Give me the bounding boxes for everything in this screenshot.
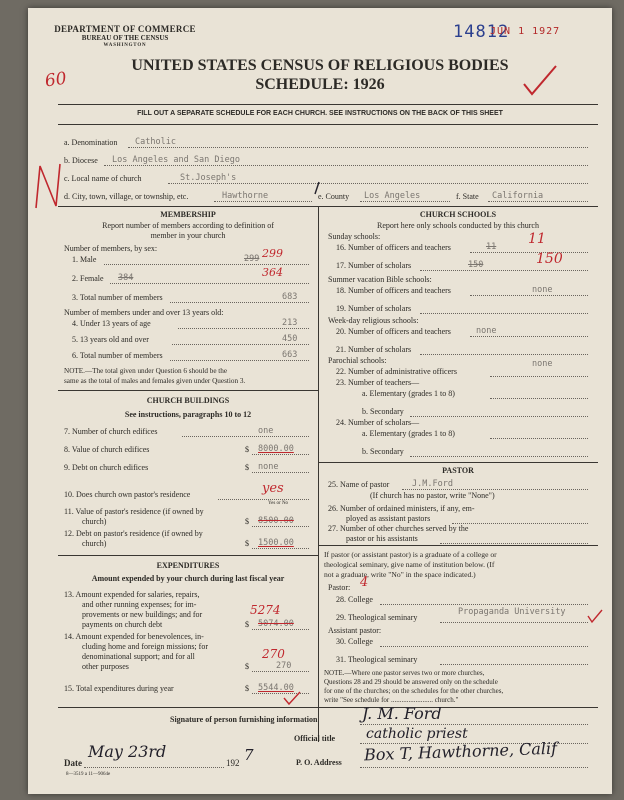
q26-label-2: ployed as assistant pastors [346,514,431,523]
rule [58,124,598,125]
q9-typed: none [258,462,279,472]
tick-mark-icon [312,180,322,196]
q6-line [170,360,309,361]
state-label: f. State [456,192,479,201]
q30-label: 30. College [336,637,373,646]
q14-typed: 270 [276,661,292,671]
q22-line [490,376,588,377]
po-address-label: P. O. Address [296,758,342,767]
q23a-line [490,398,588,399]
denomination-label: a. Denomination [64,138,118,147]
q11-line [252,526,309,527]
graduate-note-2: theological seminary, give name of institution below. (If [324,560,495,569]
q16-label: 16. Number of officers and teachers [336,243,451,252]
parochial-schools-label: Parochial schools: [328,356,387,365]
rule [318,462,598,463]
graduate-note-3: not a graduate, write "No" in the space indicated.) [324,570,476,579]
weekday-schools-label: Week-day religious schools: [328,316,419,325]
received-stamp-number: 14812 [453,22,510,42]
q1-hand: 299 [262,247,283,260]
q27-label-1: 27. Number of other churches served by the [328,524,469,533]
po-address-hand: Box T, Hawthorne, Calif [363,738,558,765]
q3-typed: 683 [282,292,298,302]
membership-sub1: Report number of members according to definition of [102,221,274,230]
q15-typed: 5544.00 [258,683,294,693]
q13-line-2: and other running expenses; for im- [82,600,197,609]
q8-typed: 8000.00 [258,444,294,454]
q21-line [420,354,588,355]
sunday-schools-label: Sunday schools: [328,232,381,241]
church-name-line [168,183,588,184]
diocese-value: Los Angeles and San Diego [112,155,240,165]
pastor-subheading: Pastor: [328,583,351,592]
age-intro: Number of members under and over 13 years old: [64,308,224,317]
q19-label: 19. Number of scholars [336,304,412,313]
schools-heading: CHURCH SCHOOLS [419,210,497,219]
expenditures-sub: Amount expended by your church during last fiscal year [91,574,285,583]
q24a-label: a. Elementary (grades 1 to 8) [362,429,455,438]
q23b-label: b. Secondary [362,407,404,416]
q22-label: 22. Number of administrative officers [336,367,457,376]
church-name-label: c. Local name of church [64,174,142,183]
q14-dollar: $ [245,662,249,671]
q13-line-4: payments on church debt [82,620,163,629]
q21-label: 21. Number of scholars [336,345,412,354]
state-line [488,201,588,202]
q14-line-3: denominational support; and for all [82,652,195,661]
county-line [360,201,450,202]
graduate-note-1: If pastor (or assistant pastor) is a graduate of a college or [324,550,497,559]
form-instructions: FILL OUT A SEPARATE SCHEDULE FOR EACH CHURCH. SEE INSTRUCTIONS ON THE BACK OF THIS SHEET [137,110,503,117]
form-subtitle: SCHEDULE: 1926 [255,76,385,93]
form-title: UNITED STATES CENSUS OF RELIGIOUS BODIES [131,57,509,74]
q26-line [452,523,588,524]
diocese-label: b. Diocese [64,156,98,165]
q24a-line [490,438,588,439]
city-value: Hawthorne [222,191,269,201]
q13-dollar: $ [245,620,249,629]
q28-line [380,604,588,605]
q2-hand: 364 [262,266,283,279]
pastor-hand-mark: 4 [360,575,369,590]
city-line [214,201,312,202]
q23-label: 23. Number of teachers— [336,378,420,387]
q4-label: 4. Under 13 years of age [72,319,151,328]
q15-dollar: $ [245,684,249,693]
red-check-icon [586,608,604,624]
po-address-line [360,767,588,768]
bureau-name: BUREAU OF THE CENSUS [81,33,169,42]
q9-line [252,472,309,473]
q30-line [380,646,588,647]
q2-line [110,283,309,284]
city-name: WASHINGTON [103,42,147,48]
county-label: e. County [318,192,350,201]
q24b-line [410,456,588,457]
q18-typed: none [532,285,553,295]
received-stamp-date: JUN 1 1927 [490,26,561,37]
q10-line [218,499,309,500]
q8-line [252,454,309,455]
q13-line-3: provements or new buildings; and for [82,610,203,619]
pastor-note-2: Questions 28 and 29 should be answered only on the schedule [324,678,498,686]
q20-label: 20. Number of officers and teachers [336,327,451,336]
signature-hand: J. M. Ford [362,704,442,723]
q24-label: 24. Number of scholars— [336,418,420,427]
pastor-heading: PASTOR [442,466,474,475]
buildings-heading: CHURCH BUILDINGS [146,396,230,405]
q25-label: 25. Name of pastor [328,480,390,489]
q7-line [182,436,309,437]
membership-heading: MEMBERSHIP [160,210,216,219]
q12-label-2: church) [82,539,107,548]
q12-typed: 1500.00 [258,538,294,548]
denomination-value: Catholic [135,137,176,147]
q25-typed: J.M.Ford [412,479,453,489]
q4-line [178,328,309,329]
membership-note-1: NOTE.—The total given under Question 6 should be the [64,367,228,375]
q23b-line [410,416,588,417]
q31-label: 31. Theological seminary [336,655,418,664]
rule [58,390,318,391]
q19-line [420,313,588,314]
official-title-hand: catholic priest [366,726,468,742]
form-number: 8—3519 a 11—9064e [66,772,111,777]
q10-hand: yes [262,481,284,496]
q7-label: 7. Number of church edifices [64,427,158,436]
q1-line [104,264,309,265]
schools-sub: Report here only schools conducted by this church [377,221,539,230]
q17-line [420,270,588,271]
city-label: d. City, town, village, or township, etc. [64,192,189,201]
q17-label: 17. Number of scholars [336,261,412,270]
date-line [84,767,224,768]
q2-typed: 384 [118,273,134,283]
county-value: Los Angeles [364,191,421,201]
q29-label: 29. Theological seminary [336,613,418,622]
q2-label: 2. Female [72,274,104,283]
q17-typed: 150 [468,260,484,270]
q10-label: 10. Does church own pastor's residence [64,490,191,499]
q5-label: 5. 13 years old and over [72,335,149,344]
q11-typed: 8500.00 [258,516,294,526]
q9-label: 9. Debt on church edifices [64,463,149,472]
rule [58,206,598,207]
q17-hand: 150 [536,251,563,267]
q11-label-1: 11. Value of pastor's residence (if owned by [64,507,204,516]
q24b-label: b. Secondary [362,447,404,456]
pastor-note-4: write "See schedule for ........................ church." [324,696,459,704]
q13-line-1: 13. Amount expended for salaries, repairs, [64,590,200,599]
margin-number: 60 [43,68,68,92]
buildings-sub: See instructions, paragraphs 10 to 12 [124,410,252,419]
q8-dollar: $ [245,445,249,454]
q16-typed: 11 [486,242,497,252]
q5-line [172,344,309,345]
q27-label-2: pastor or his assistants [346,534,418,543]
rule [58,707,598,708]
q4-typed: 213 [282,318,298,328]
q14-hand: 270 [262,647,285,661]
diocese-line [104,165,588,166]
q25-line [402,489,588,490]
summer-schools-label: Summer vacation Bible schools: [328,275,432,284]
date-hand: May 23rd [88,742,167,761]
year-hand: 7 [244,746,254,764]
expenditures-heading: EXPENDITURES [156,561,220,570]
q13-line [252,629,309,630]
q7-typed: one [258,426,274,436]
q12-line [252,548,309,549]
q16-hand: 11 [528,231,546,247]
official-title-label: Official title [294,734,336,743]
q14-line-4: other purposes [82,662,129,671]
q29-typed: Propaganda University [458,607,566,617]
rule [318,545,598,546]
q10-yes-no-hint: Yes or No [268,501,289,506]
membership-note-2: same as the total of males and females given under Question 3. [64,377,246,385]
q26-label-1: 26. Number of ordained ministers, if any, em- [328,504,475,513]
q25-note: (If church has no pastor, write "None") [370,491,495,500]
q18-line [470,295,588,296]
q13-hand: 5274 [250,603,281,617]
q9-dollar: $ [245,463,249,472]
q27-line [440,543,588,544]
q15-label: 15. Total expenditures during year [64,684,174,693]
pastor-note-3: for one of the churches; on the schedules for the other churches, [324,687,504,695]
pastor-note-1: NOTE.—Where one pastor serves two or more churches, [324,669,485,677]
q20-line [470,336,588,337]
q11-dollar: $ [245,517,249,526]
q14-line-1: 14. Amount expended for benevolences, in- [64,632,204,641]
q6-typed: 663 [282,350,298,360]
by-sex-label: Number of members, by sex: [64,244,158,253]
q12-dollar: $ [245,539,249,548]
membership-sub2: member in your church [150,231,226,240]
q3-line [170,302,309,303]
q23a-label: a. Elementary (grades 1 to 8) [362,389,455,398]
rule [58,104,598,105]
signature-line [360,724,588,725]
assistant-pastor-subheading: Assistant pastor: [328,626,382,635]
q14-line [252,671,309,672]
q3-label: 3. Total number of members [72,293,163,302]
margin-n-mark-icon [30,160,70,216]
state-value: California [492,191,544,201]
q1-typed: 299 [244,254,260,264]
q11-label-2: church) [82,517,107,526]
q1-label: 1. Male [72,255,97,264]
signature-label: Signature of person furnishing information [170,715,318,724]
date-label: Date [64,758,82,768]
q22-typed: none [532,359,553,369]
q5-typed: 450 [282,334,298,344]
q12-label-1: 12. Debt on pastor's residence (if owned by [64,529,203,538]
dept-name: DEPARTMENT OF COMMERCE [54,24,196,34]
q18-label: 18. Number of officers and teachers [336,286,451,295]
q8-label: 8. Value of church edifices [64,445,150,454]
red-check-icon [282,690,302,706]
q20-typed: none [476,326,497,336]
q13-typed: 5074.00 [258,619,294,629]
church-name-value: St.Joseph's [180,173,237,183]
q16-line [470,252,588,253]
q28-label: 28. College [336,595,373,604]
q29-line [440,622,588,623]
q6-label: 6. Total number of members [72,351,163,360]
department-header [40,25,210,48]
denomination-line [128,147,588,148]
year-print: 192 [226,758,240,768]
q14-line-2: cluding home and foreign missions; for [82,642,208,651]
q31-line [440,664,588,665]
rule [58,555,318,556]
